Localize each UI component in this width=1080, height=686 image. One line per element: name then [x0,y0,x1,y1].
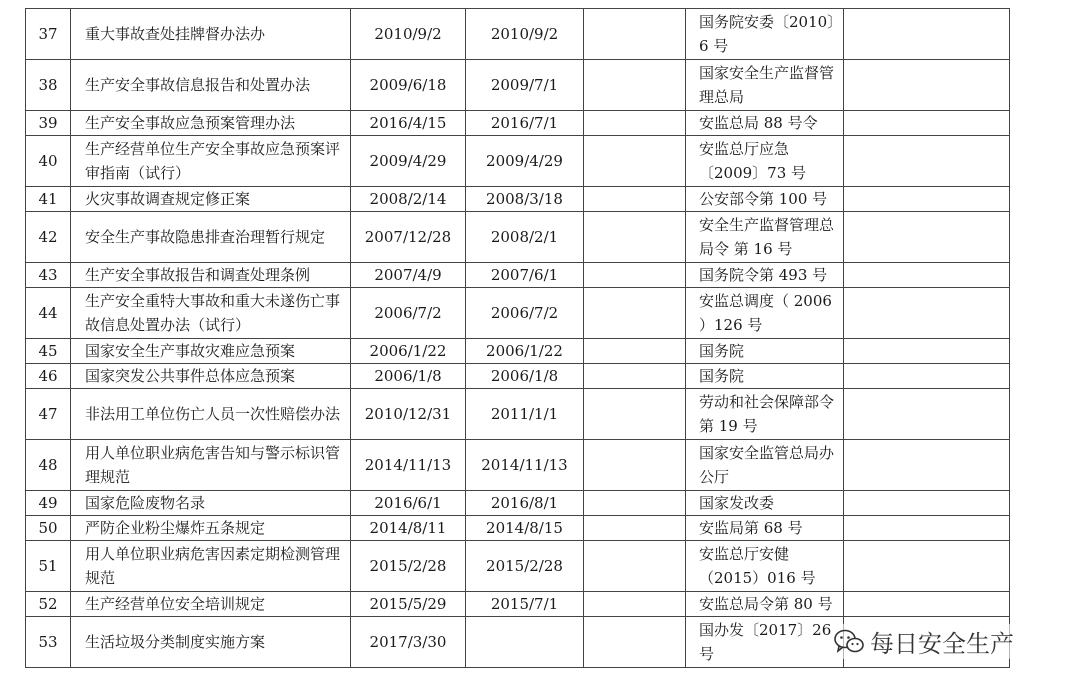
effective-date: 2009/4/29 [466,136,584,187]
empty-cell [844,440,1010,491]
empty-cell [844,389,1010,440]
empty-cell [844,364,1010,389]
table-row [26,111,1010,136]
publish-date: 2009/6/18 [351,60,466,111]
regulation-name: 生产安全事故信息报告和处置办法 [71,60,351,111]
empty-cell [584,60,686,111]
empty-cell [584,111,686,136]
empty-cell [584,212,686,263]
regulation-name: 安全生产事故隐患排查治理暂行规定 [71,212,351,263]
empty-cell [844,491,1010,516]
publish-date: 2015/5/29 [351,592,466,617]
row-number: 51 [26,541,71,592]
empty-cell [584,389,686,440]
effective-date: 2011/1/1 [466,389,584,440]
publish-date: 2010/9/2 [351,9,466,60]
publish-date: 2015/2/28 [351,541,466,592]
table-body [26,9,1010,668]
effective-date: 2008/3/18 [466,187,584,212]
regulation-name: 国家安全生产事故灾难应急预案 [71,339,351,364]
publish-date: 2008/2/14 [351,187,466,212]
table-row [26,541,1010,592]
publish-date: 2014/11/13 [351,440,466,491]
publish-date: 2006/7/2 [351,288,466,339]
table-row [26,288,1010,339]
empty-cell [584,592,686,617]
empty-cell [584,440,686,491]
regulation-name: 非法用工单位伤亡人员一次性赔偿办法 [71,389,351,440]
row-number: 38 [26,60,71,111]
regulation-name: 火灾事故调查规定修正案 [71,187,351,212]
table-row [26,263,1010,288]
regulation-name: 国家危险废物名录 [71,491,351,516]
row-number: 42 [26,212,71,263]
row-number: 45 [26,339,71,364]
table-row [26,491,1010,516]
table-row [26,187,1010,212]
publish-date: 2016/4/15 [351,111,466,136]
row-number: 44 [26,288,71,339]
empty-cell [844,60,1010,111]
publish-date: 2006/1/22 [351,339,466,364]
empty-cell [584,288,686,339]
row-number: 47 [26,389,71,440]
regulation-name: 生产安全事故应急预案管理办法 [71,111,351,136]
row-number: 46 [26,364,71,389]
issuing-authority: 劳动和社会保障部令第 19 号 [686,389,844,440]
regulations-table [25,8,1010,668]
issuing-authority: 安监总局 88 号令 [686,111,844,136]
regulation-name: 严防企业粉尘爆炸五条规定 [71,516,351,541]
publish-date: 2016/6/1 [351,491,466,516]
empty-cell [844,592,1010,617]
empty-cell [584,541,686,592]
row-number: 39 [26,111,71,136]
issuing-authority: 国办发〔2017〕26 号 [686,617,844,668]
regulations-table-container [25,8,1010,668]
empty-cell [584,9,686,60]
regulation-name: 重大事故查处挂牌督办法办 [71,9,351,60]
publish-date: 2009/4/29 [351,136,466,187]
empty-cell [584,617,686,668]
issuing-authority: 公安部令第 100 号 [686,187,844,212]
row-number: 37 [26,9,71,60]
empty-cell [844,339,1010,364]
publish-date: 2006/1/8 [351,364,466,389]
publish-date: 2010/12/31 [351,389,466,440]
empty-cell [844,136,1010,187]
row-number: 48 [26,440,71,491]
empty-cell [844,187,1010,212]
regulation-name: 生活垃圾分类制度实施方案 [71,617,351,668]
regulation-name: 生产经营单位生产安全事故应急预案评审指南（试行） [71,136,351,187]
issuing-authority: 国家安全生产监督管理总局 [686,60,844,111]
issuing-authority: 安监总局令第 80 号 [686,592,844,617]
empty-cell [844,541,1010,592]
empty-cell [844,263,1010,288]
regulation-name: 国家突发公共事件总体应急预案 [71,364,351,389]
regulation-name: 生产经营单位安全培训规定 [71,592,351,617]
empty-cell [584,491,686,516]
effective-date: 2010/9/2 [466,9,584,60]
table-row [26,592,1010,617]
effective-date: 2016/7/1 [466,111,584,136]
issuing-authority: 安监总调度（ 2006 ）126 号 [686,288,844,339]
table-row [26,364,1010,389]
effective-date: 2006/1/8 [466,364,584,389]
issuing-authority: 安全生产监督管理总局令 第 16 号 [686,212,844,263]
issuing-authority: 安监总厅应急〔2009〕73 号 [686,136,844,187]
publish-date: 2017/3/30 [351,617,466,668]
issuing-authority: 安监总厅安健（2015）016 号 [686,541,844,592]
issuing-authority: 国务院令第 493 号 [686,263,844,288]
table-row [26,440,1010,491]
issuing-authority: 国家安全监管总局办公厅 [686,440,844,491]
regulation-name: 生产安全事故报告和调查处理条例 [71,263,351,288]
table-row [26,9,1010,60]
issuing-authority: 国务院 [686,339,844,364]
wechat-icon [834,629,864,655]
row-number: 52 [26,592,71,617]
row-number: 53 [26,617,71,668]
table-row [26,212,1010,263]
effective-date: 2007/6/1 [466,263,584,288]
empty-cell [844,111,1010,136]
publish-date: 2007/4/9 [351,263,466,288]
effective-date: 2006/7/2 [466,288,584,339]
table-row [26,60,1010,111]
row-number: 40 [26,136,71,187]
issuing-authority: 国务院 [686,364,844,389]
table-row [26,516,1010,541]
watermark-text: 每日安全生产 [870,630,1014,658]
issuing-authority: 国务院安委〔2010〕6 号 [686,9,844,60]
effective-date: 2014/8/15 [466,516,584,541]
empty-cell [584,136,686,187]
empty-cell [584,263,686,288]
effective-date: 2016/8/1 [466,491,584,516]
empty-cell [844,288,1010,339]
issuing-authority: 国家发改委 [686,491,844,516]
row-number: 49 [26,491,71,516]
table-row [26,339,1010,364]
effective-date: 2006/1/22 [466,339,584,364]
effective-date [466,617,584,668]
empty-cell [584,364,686,389]
publish-date: 2007/12/28 [351,212,466,263]
effective-date: 2014/11/13 [466,440,584,491]
issuing-authority: 安监局第 68 号 [686,516,844,541]
empty-cell [584,339,686,364]
empty-cell [584,187,686,212]
empty-cell [844,516,1010,541]
publish-date: 2014/8/11 [351,516,466,541]
effective-date: 2015/7/1 [466,592,584,617]
empty-cell [844,212,1010,263]
empty-cell [844,9,1010,60]
effective-date: 2008/2/1 [466,212,584,263]
effective-date: 2015/2/28 [466,541,584,592]
row-number: 41 [26,187,71,212]
watermark [832,624,1016,659]
regulation-name: 用人单位职业病危害告知与警示标识管理规范 [71,440,351,491]
table-row [26,136,1010,187]
regulation-name: 用人单位职业病危害因素定期检测管理规范 [71,541,351,592]
row-number: 50 [26,516,71,541]
table-row [26,389,1010,440]
row-number: 43 [26,263,71,288]
empty-cell [584,516,686,541]
regulation-name: 生产安全重特大事故和重大未遂伤亡事故信息处置办法（试行） [71,288,351,339]
effective-date: 2009/7/1 [466,60,584,111]
